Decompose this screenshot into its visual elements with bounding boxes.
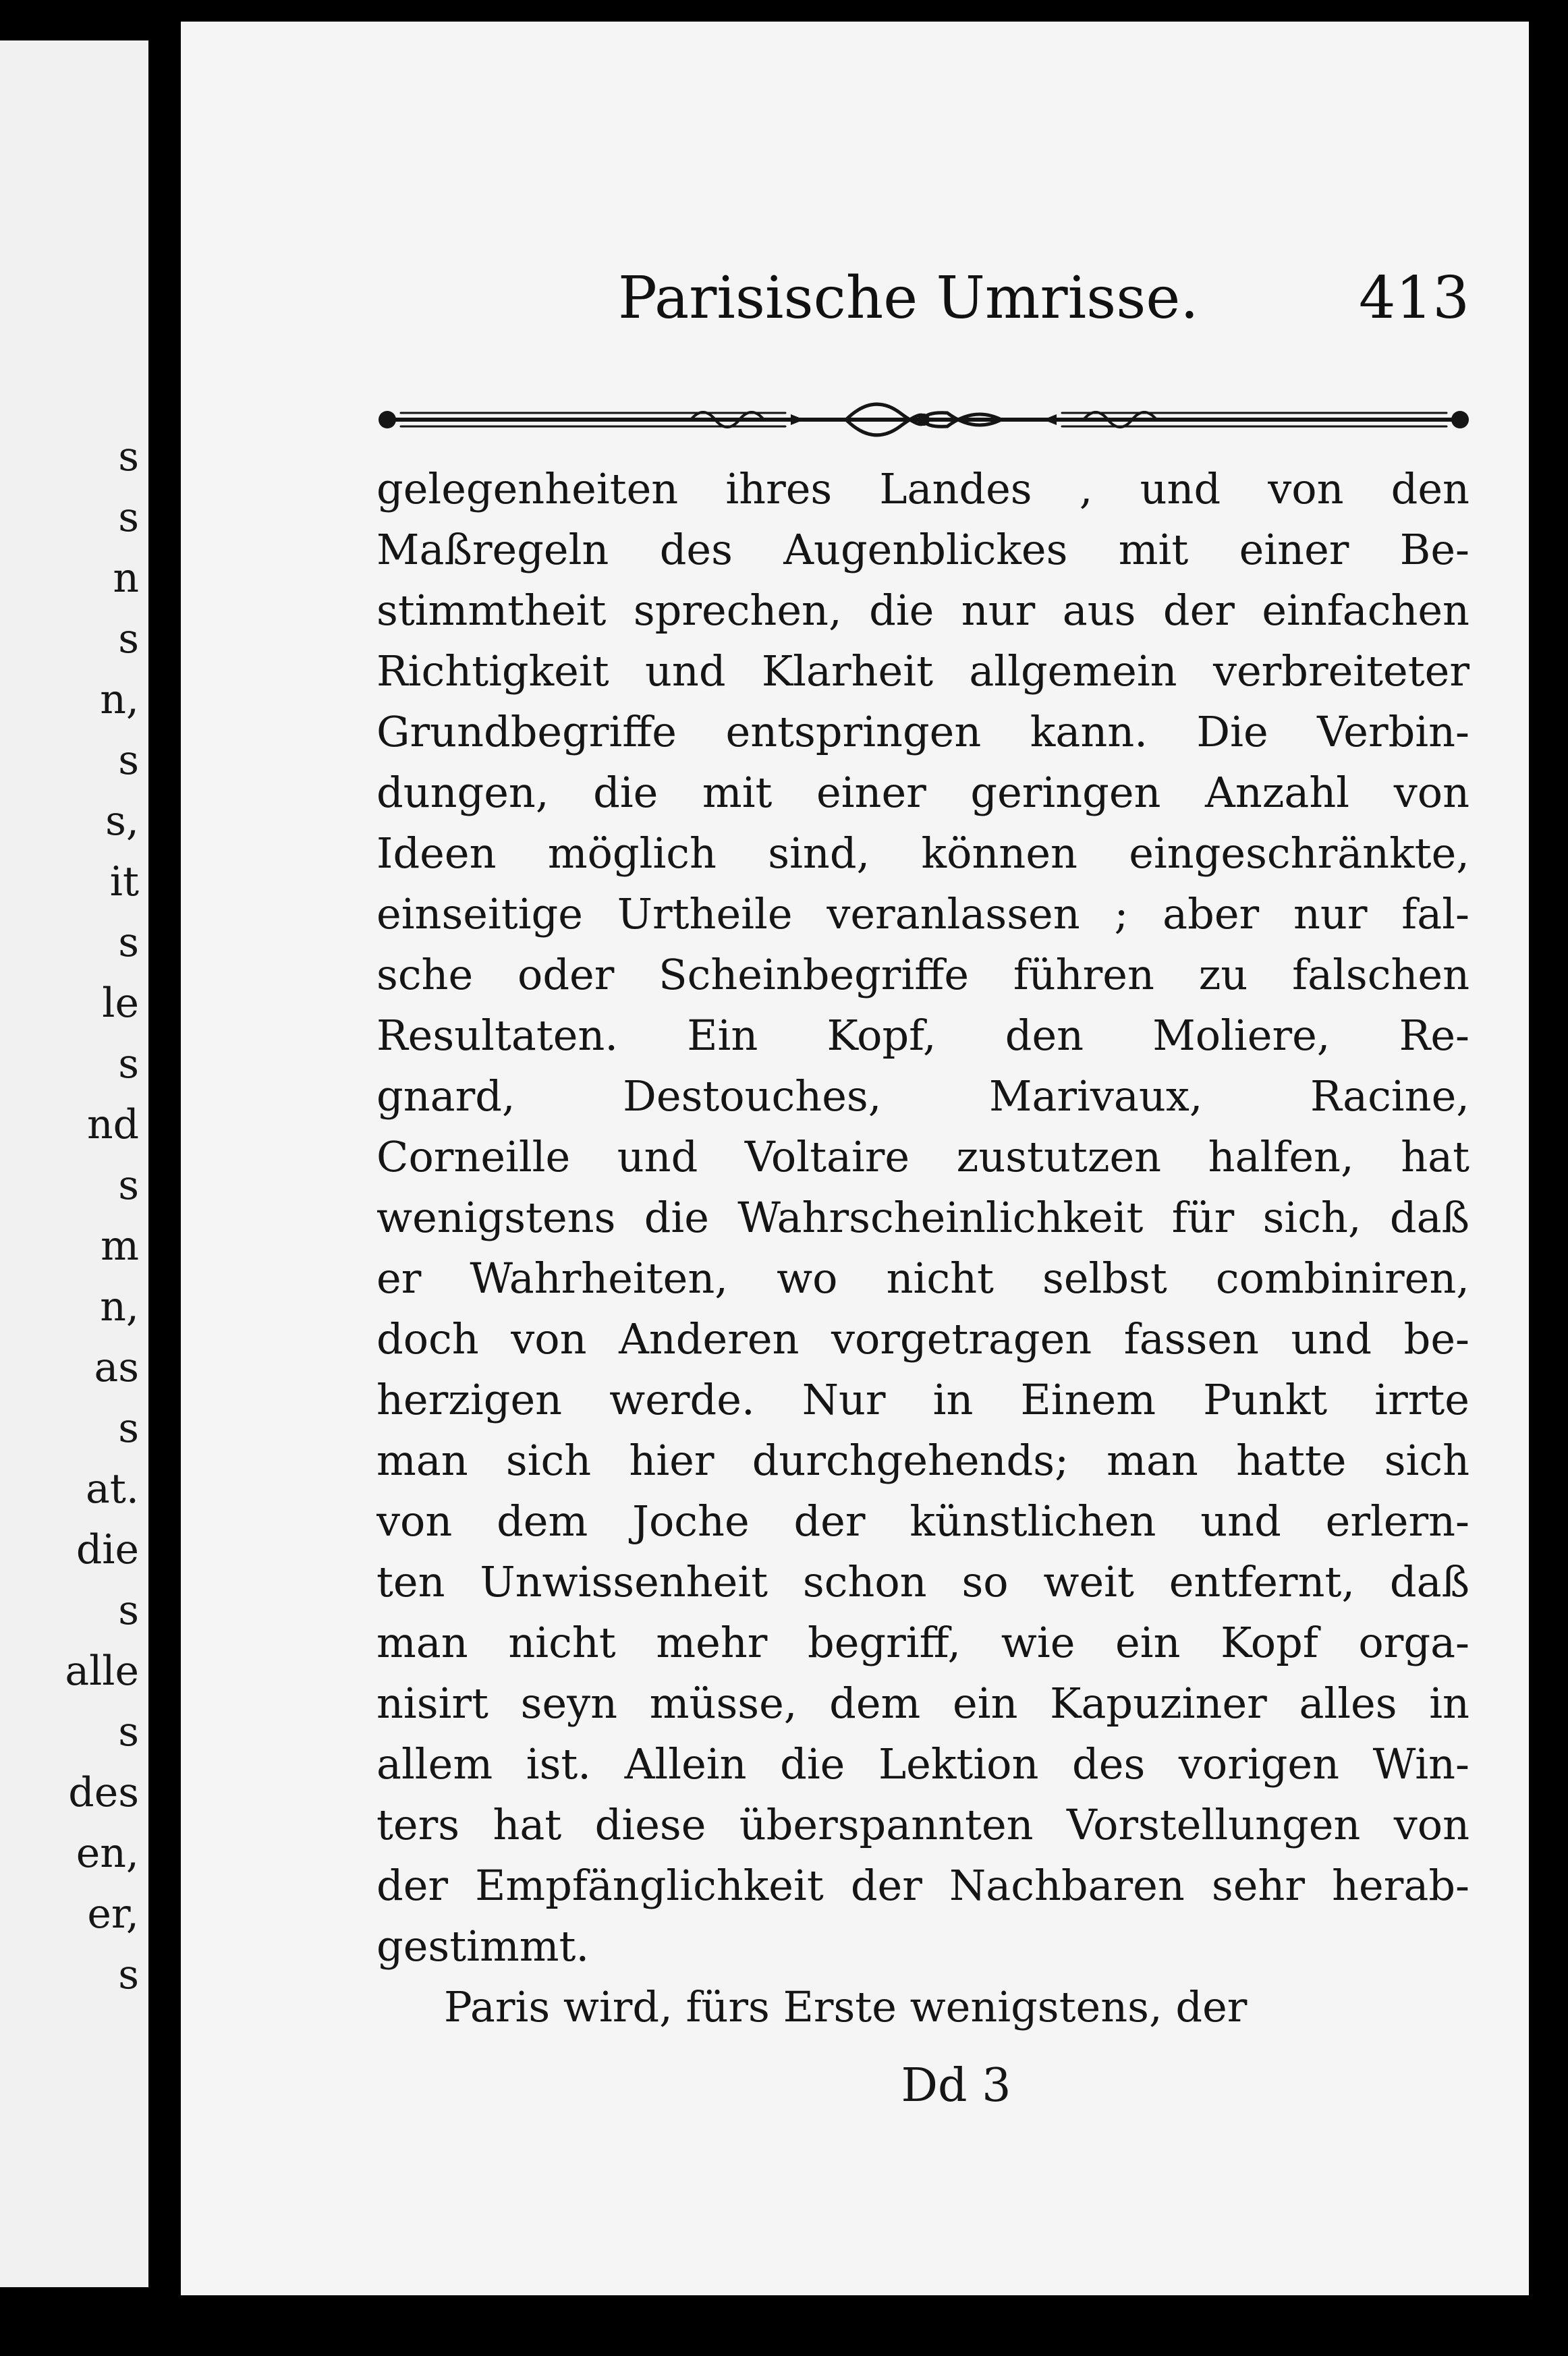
ornament-rule bbox=[374, 391, 1474, 448]
text-line: nisirt seyn müsse, dem ein Kapuziner alles in bbox=[376, 1679, 1469, 1728]
text-line: er Wahrheiten, wo nicht selbst combiniren, bbox=[376, 1254, 1469, 1303]
left-page-fragment: as bbox=[94, 1344, 139, 1391]
left-page-fragment: le bbox=[102, 980, 139, 1027]
text-line: doch von Anderen vorgetragen fassen und be- bbox=[376, 1314, 1469, 1364]
left-page-fragment: s, bbox=[105, 797, 139, 845]
left-page-edge bbox=[0, 40, 148, 2287]
left-page-fragment: s bbox=[118, 615, 139, 663]
text-line: dungen, die mit einer geringen Anzahl von bbox=[376, 768, 1469, 817]
page-header bbox=[181, 258, 1529, 339]
text-line: Grundbegriffe entspringen kann. Die Verbin- bbox=[376, 707, 1469, 756]
text-line: Resultaten. Ein Kopf, den Moliere, Re- bbox=[376, 1011, 1469, 1060]
left-page-fragment: at. bbox=[86, 1465, 139, 1513]
text-line: Richtigkeit und Klarheit allgemein verbreiteter bbox=[376, 646, 1469, 696]
body-text bbox=[376, 459, 1469, 2038]
text-line: allem ist. Allein die Lektion des vorigen Win- bbox=[376, 1739, 1469, 1789]
left-page-fragment: s bbox=[118, 1040, 139, 1088]
left-page-fragment: s bbox=[118, 737, 139, 784]
running-title: Parisische Umrisse. bbox=[618, 264, 1199, 332]
left-page-fragment: s bbox=[118, 919, 139, 966]
left-page-fragment: n bbox=[113, 555, 139, 602]
text-line: ten Unwissenheit schon so weit entfernt, daß bbox=[376, 1557, 1469, 1606]
left-page-fragment: s bbox=[118, 433, 139, 480]
text-line: wenigstens die Wahrscheinlichkeit für sich, daß bbox=[376, 1193, 1469, 1242]
left-page-fragment: s bbox=[118, 494, 139, 541]
text-line: Ideen möglich sind, können eingeschränkte, bbox=[376, 829, 1469, 878]
text-line: herzigen werde. Nur in Einem Punkt irrte bbox=[376, 1375, 1469, 1424]
text-line: der Empfänglichkeit der Nachbaren sehr herab- bbox=[376, 1861, 1469, 1910]
text-line: sche oder Scheinbegriffe führen zu falschen bbox=[376, 950, 1469, 999]
text-line: gestimmt. bbox=[376, 1922, 590, 1971]
book-page bbox=[181, 22, 1529, 2295]
text-line: man nicht mehr begriff, wie ein Kopf orga- bbox=[376, 1618, 1469, 1667]
text-line: man sich hier durchgehends; man hatte sich bbox=[376, 1436, 1469, 1485]
text-line: einseitige Urtheile veranlassen ; aber nur fal- bbox=[376, 889, 1469, 938]
left-page-fragment: n, bbox=[100, 676, 139, 723]
left-page-fragment: alle bbox=[65, 1648, 139, 1695]
text-line: ters hat diese überspannten Vorstellungen von bbox=[376, 1800, 1469, 1849]
left-page-fragments bbox=[31, 426, 139, 2005]
left-page-fragment: s bbox=[118, 1587, 139, 1634]
left-page-fragment: s bbox=[118, 1162, 139, 1209]
signature-mark: Dd 3 bbox=[901, 2059, 1011, 2112]
left-page-fragment: s bbox=[118, 1951, 139, 1998]
text-line: Corneille und Voltaire zustutzen halfen, hat bbox=[376, 1132, 1469, 1181]
text-line: gnard, Destouches, Marivaux, Racine, bbox=[376, 1071, 1469, 1121]
text-line: stimmtheit sprechen, die nur aus der einfachen bbox=[376, 586, 1469, 635]
text-line: gelegenheiten ihres Landes , und von den bbox=[376, 464, 1469, 513]
left-page-fragment: s bbox=[118, 1405, 139, 1452]
left-page-fragment: s bbox=[118, 1708, 139, 1756]
text-line: Maßregeln des Augenblickes mit einer Be- bbox=[376, 525, 1469, 574]
left-page-fragment: er, bbox=[87, 1890, 139, 1938]
text-line: Paris wird, fürs Erste wenigstens, der bbox=[444, 1982, 1248, 2031]
left-page-fragment: nd bbox=[86, 1101, 139, 1148]
left-page-fragment: n, bbox=[100, 1283, 139, 1330]
left-page-fragment: it bbox=[109, 858, 139, 905]
left-page-fragment: des bbox=[68, 1769, 139, 1816]
left-page-fragment: die bbox=[76, 1526, 139, 1573]
page-number: 413 bbox=[1358, 264, 1469, 332]
left-page-fragment: m bbox=[101, 1223, 139, 1270]
text-line: von dem Joche der künstlichen und erlern- bbox=[376, 1496, 1469, 1546]
left-page-fragment: en, bbox=[76, 1830, 139, 1877]
